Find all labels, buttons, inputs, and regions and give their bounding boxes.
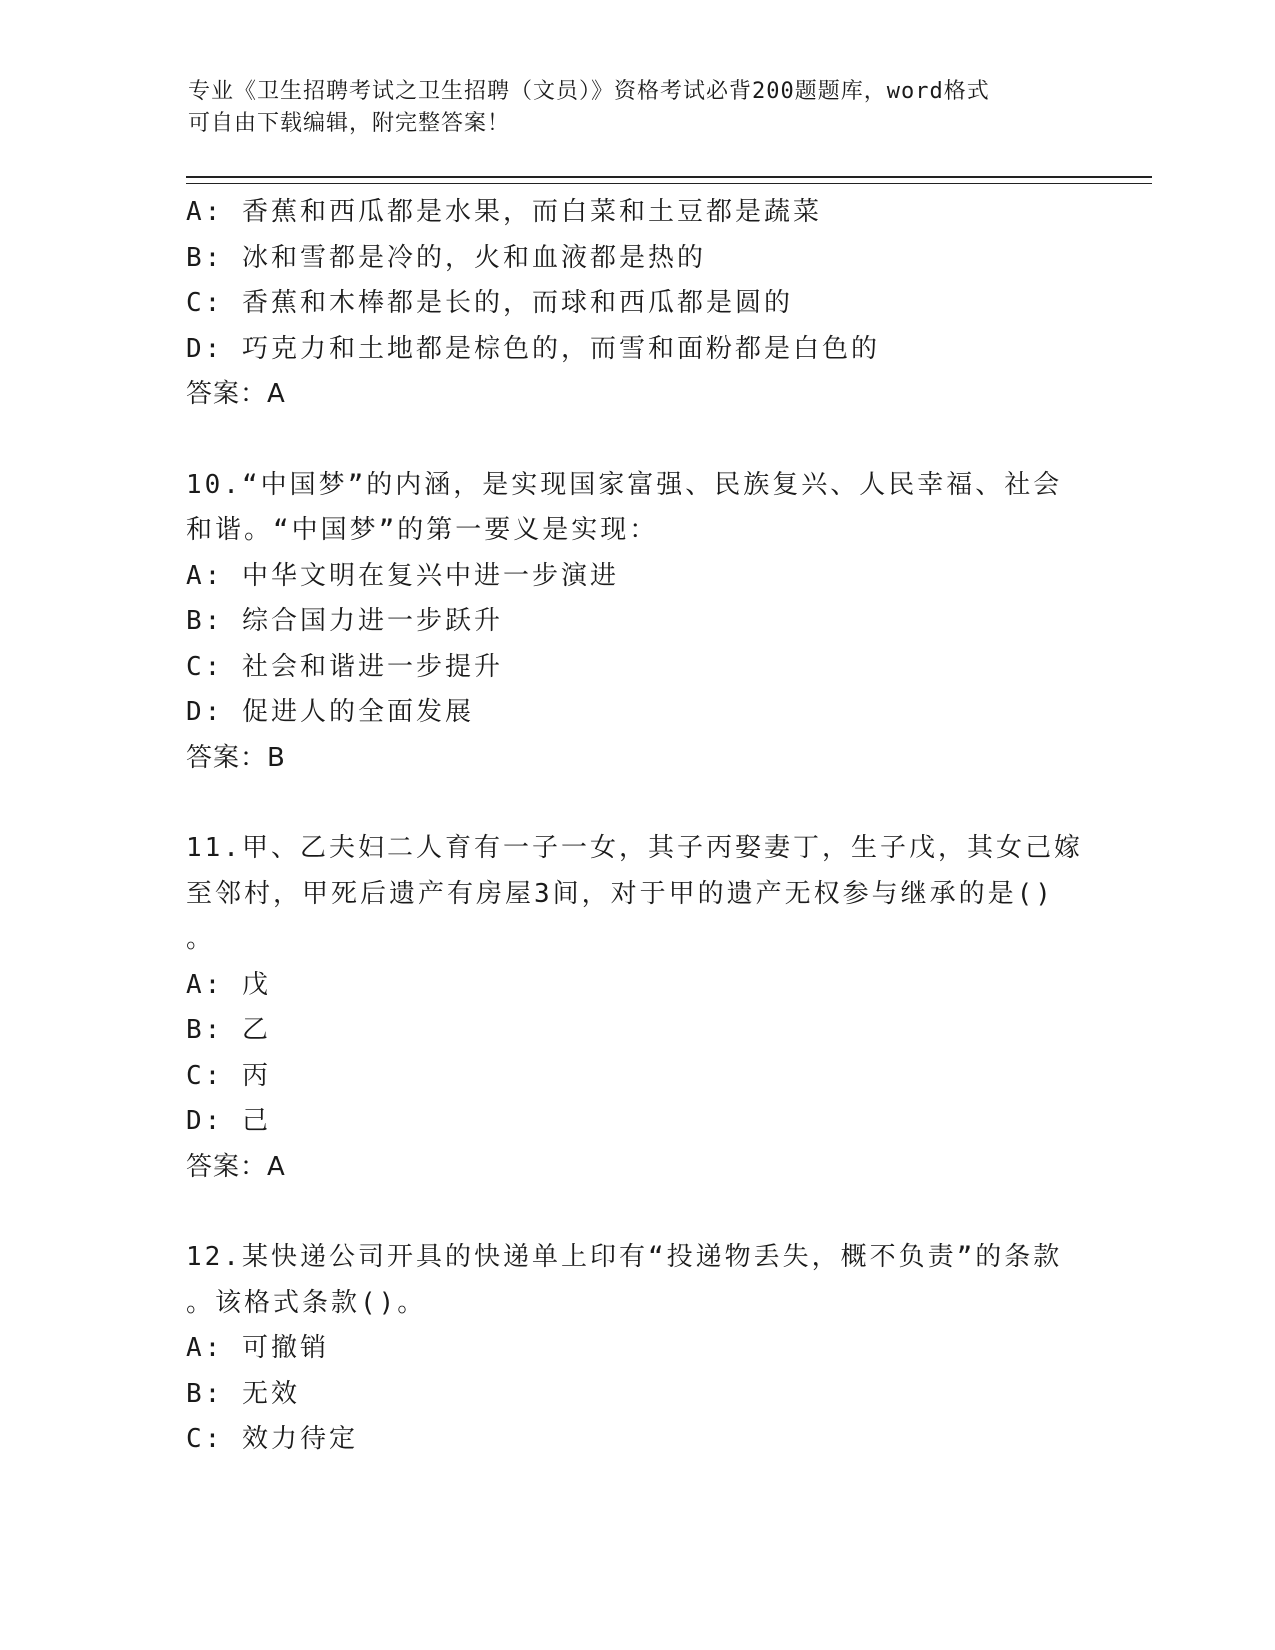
- option-d: D: 巧克力和土地都是棕色的，而雪和面粉都是白色的: [186, 333, 880, 364]
- document-header: [188, 76, 1088, 140]
- option-a: A: 戊: [186, 969, 271, 1000]
- option-b: B: 冰和雪都是冷的，火和血液都是热的: [186, 242, 706, 273]
- question-11: [186, 826, 1086, 1190]
- question-stem-line: 。: [186, 924, 216, 954]
- option-b: B: 综合国力进一步跃升: [186, 606, 503, 636]
- document-content: [186, 190, 1086, 1463]
- question-stem-line: 至邻村，甲死后遗产有房屋3间，对于甲的遗产无权参与继承的是(): [186, 878, 1054, 909]
- option-c: C: 社会和谐进一步提升: [186, 651, 503, 682]
- question-12: [186, 1235, 1086, 1463]
- option-b: B: 无效: [186, 1378, 300, 1409]
- option-d: D: 促进人的全面发展: [186, 697, 474, 727]
- header-divider: [186, 176, 1152, 184]
- question-stem-line: 10.“中国梦”的内涵，是实现国家富强、民族复兴、人民幸福、社会: [186, 469, 1063, 500]
- header-title-line-1: 专业《卫生招聘考试之卫生招聘（文员）》资格考试必背200题题库，word格式: [188, 79, 990, 104]
- option-c: C: 丙: [186, 1060, 271, 1091]
- option-c: C: 效力待定: [186, 1424, 358, 1454]
- option-a: A: 中华文明在复兴中进一步演进: [186, 560, 619, 591]
- answer-line: 答案：B: [186, 742, 286, 773]
- question-stem-line: 12.某快递公司开具的快递单上印有“投递物丢失，概不负责”的条款: [186, 1242, 1063, 1272]
- option-c: C: 香蕉和木棒都是长的，而球和西瓜都是圆的: [186, 288, 793, 318]
- answer-line: 答案：A: [186, 1151, 286, 1182]
- option-a: A: 香蕉和西瓜都是水果，而白菜和土豆都是蔬菜: [186, 197, 822, 227]
- option-a: A: 可撤销: [186, 1333, 329, 1363]
- option-d: D: 己: [186, 1106, 271, 1136]
- answer-line: 答案：A: [186, 379, 286, 409]
- question-10: [186, 463, 1086, 782]
- question-stem-line: 和谐。“中国梦”的第一要义是实现：: [186, 515, 659, 545]
- question-9: [186, 190, 1086, 418]
- question-stem-line: 11.甲、乙夫妇二人育有一子一女，其子丙娶妻丁，生子戊，其女己嫁: [186, 833, 1083, 863]
- header-title-line-2: 可自由下载编辑，附完整答案！: [188, 111, 511, 136]
- question-stem-line: 。该格式条款()。: [186, 1287, 427, 1318]
- option-b: B: 乙: [186, 1015, 271, 1045]
